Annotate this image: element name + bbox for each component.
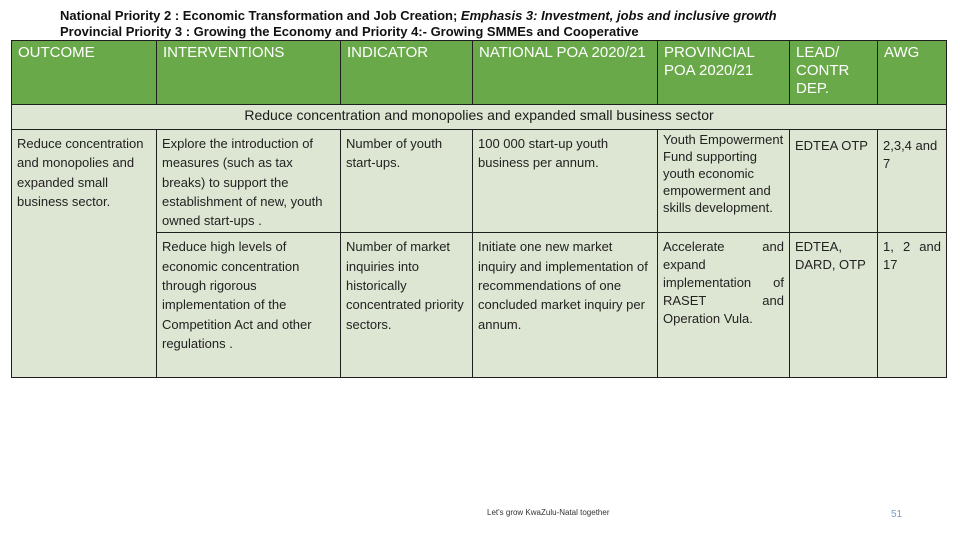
intervention-cell: Reduce high levels of economic concentration through rigorous implementation of the Competition Act and other regulations . — [157, 233, 341, 378]
indicator-cell: Number of youth start-ups. — [341, 130, 473, 233]
table-row — [12, 130, 947, 233]
national-poa-cell: Initiate one new market inquiry and implementation of recommendations of one concluded market inquiry per annum. — [473, 233, 658, 378]
national-poa-cell: 100 000 start-up youth business per annum. — [473, 130, 658, 233]
lead-dept-cell: EDTEA, DARD, OTP — [790, 233, 878, 378]
provincial-poa-cell: Youth Empowerment Fund supporting youth economic empowerment and skills development. — [658, 130, 790, 233]
indicator-cell: Number of market inquiries into historically concentrated priority sectors. — [341, 233, 473, 378]
column-header-lead-dept: LEAD/ CONTR DEP. — [790, 41, 878, 105]
page-number: 51 — [891, 509, 903, 520]
poa-table — [11, 40, 947, 378]
column-header-awg: AWG — [878, 41, 947, 105]
column-header-indicator: INDICATOR — [341, 41, 473, 105]
national-priority-text: National Priority 2 : Economic Transformation and Job Creation; — [60, 8, 461, 23]
column-header-interventions: INTERVENTIONS — [157, 41, 341, 105]
column-header-national-poa: NATIONAL POA 2020/21 — [473, 41, 658, 105]
footer-tagline: Let's grow KwaZulu-Natal together — [487, 508, 610, 517]
intervention-cell: Explore the introduction of measures (such as tax breaks) to support the establishment of new, youth owned start-ups . — [157, 130, 341, 233]
national-priority-heading — [60, 8, 777, 23]
column-header-provincial-poa: PROVINCIAL POA 2020/21 — [658, 41, 790, 105]
awg-cell: 2,3,4 and 7 — [878, 130, 947, 233]
emphasis-text: Emphasis 3: Investment, jobs and inclusive growth — [460, 8, 777, 23]
lead-dept-cell: EDTEA OTP — [790, 130, 878, 233]
section-title: Reduce concentration and monopolies and expanded small business sector — [12, 105, 947, 130]
table-header-row — [12, 41, 947, 105]
awg-cell: 1, 2 and 17 — [878, 233, 947, 378]
provincial-poa-cell: Accelerate and expand implementation of RASET and Operation Vula. — [658, 233, 790, 378]
column-header-outcome: OUTCOME — [12, 41, 157, 105]
section-title-row — [12, 105, 947, 130]
provincial-priority-heading: Provincial Priority 3 : Growing the Economy and Priority 4:- Growing SMMEs and Cooperative — [60, 24, 639, 39]
outcome-cell: Reduce concentration and monopolies and expanded small business sector. — [12, 130, 157, 378]
